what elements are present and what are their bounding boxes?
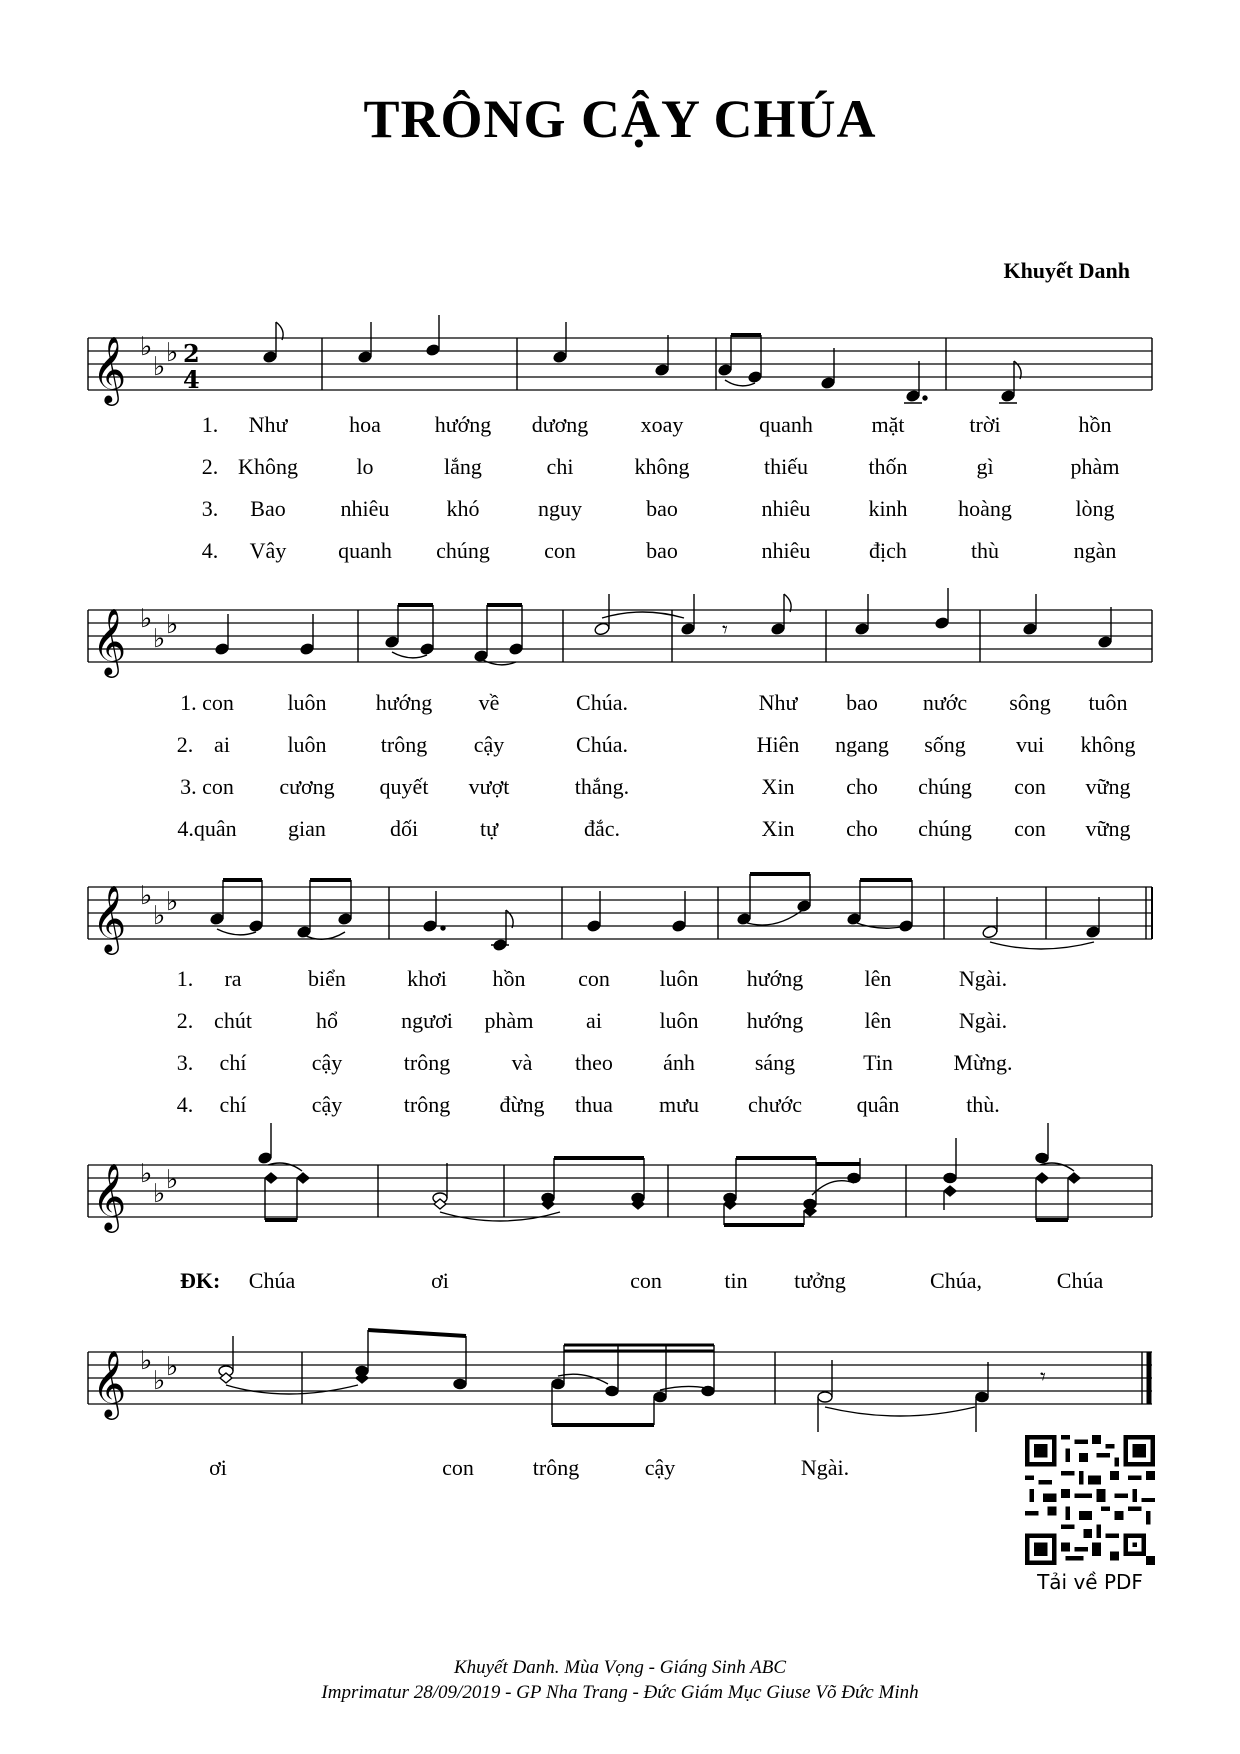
notes-system-4: [258, 1123, 1080, 1225]
svg-text:♭: ♭: [140, 332, 153, 362]
lyrics-refrain-2: ơi con trông cậy Ngài.: [209, 1455, 850, 1480]
svg-text:♭: ♭: [166, 887, 179, 917]
lyrics-s1-v3: 3. Bao nhiêu khó nguy bao nhiêu kinh hoàng lòng: [201, 496, 1115, 521]
svg-text:♭: ♭: [153, 1179, 166, 1209]
key-signature-flats: [140, 1159, 178, 1209]
svg-text:♭: ♭: [153, 624, 166, 654]
staff-system-3: [0, 868, 1240, 958]
svg-text:♭: ♭: [166, 338, 179, 368]
svg-text:♭: ♭: [166, 1165, 179, 1195]
treble-clef-icon: 𝄞: [92, 607, 127, 675]
key-signature-flats: [140, 332, 178, 382]
svg-text:♭: ♭: [153, 352, 166, 382]
footer-line-1: Khuyết Danh. Mùa Vọng - Giáng Sinh ABC: [453, 1657, 787, 1678]
key-signature-flats: [140, 881, 178, 931]
time-signature: [183, 339, 200, 394]
lyrics-s3-v3: 3. chí cậy trông và theo ánh sáng Tin Mừng.: [176, 1050, 1013, 1075]
key-signature-flats: [140, 604, 178, 654]
lyrics-s2-v2: 2. ai luôn trông cậy Chúa. Hiên ngang sống vui không: [176, 732, 1136, 757]
key-signature-flats: [140, 1346, 178, 1396]
lyrics-s2-v3: 3. con cương quyết vượt thắng. Xin cho chúng con vững: [180, 774, 1131, 799]
lyrics-refrain-1: ĐK: Chúa ơi con tin tưởng Chúa, Chúa: [180, 1268, 1104, 1293]
svg-text:♭: ♭: [140, 604, 153, 634]
notes-system-2: [215, 588, 1112, 665]
lyrics-s1-v1: 1. Như hoa hướng dương xoay quanh mặt trời hồn: [201, 412, 1112, 437]
svg-text:♭: ♭: [166, 1352, 179, 1382]
svg-text:4: 4: [183, 365, 200, 394]
svg-text:♭: ♭: [140, 1159, 153, 1189]
svg-text:2: 2: [183, 339, 200, 368]
treble-clef-icon: 𝄞: [92, 1162, 127, 1230]
svg-text:♭: ♭: [153, 1366, 166, 1396]
qr-code-icon[interactable]: [1025, 1435, 1155, 1565]
svg-text:𝄾: 𝄾: [722, 618, 728, 643]
lyrics-s3-v1: 1. ra biển khơi hồn con luôn hướng lên Ngài.: [176, 966, 1008, 991]
treble-clef-icon: 𝄞: [92, 1349, 127, 1417]
lyrics-s1-v4: 4. Vây quanh chúng con bao nhiêu địch thù ngàn: [201, 538, 1117, 563]
lyrics-s3-v4: 4. chí cậy trông đừng thua mưu chước quân thù.: [176, 1092, 1000, 1117]
footer: [0, 1655, 1240, 1705]
svg-text:𝄾: 𝄾: [1040, 1365, 1046, 1390]
staff-system-4: [0, 1130, 1240, 1240]
staff-system-1: [0, 320, 1240, 410]
svg-text:♭: ♭: [140, 881, 153, 911]
lyrics-s3-v2: 2. chút hổ ngươi phàm ai luôn hướng lên Ngài.: [176, 1008, 1008, 1033]
composer: Khuyết Danh: [1003, 258, 1130, 283]
download-pdf-label[interactable]: Tải về PDF: [1037, 1570, 1143, 1594]
notes-system-5: [219, 1330, 1046, 1432]
treble-clef-icon: 𝄞: [92, 335, 127, 403]
lyrics-s2-v1: 1. con luôn hướng về Chúa. Như bao nước sông tuôn: [180, 690, 1128, 715]
treble-clef-icon: 𝄞: [92, 884, 127, 952]
svg-text:♭: ♭: [166, 610, 179, 640]
svg-text:♭: ♭: [153, 901, 166, 931]
song-title: TRÔNG CẬY CHÚA: [363, 89, 877, 149]
staff-system-5: [0, 1315, 1240, 1430]
staff-system-2: [0, 590, 1240, 680]
lyrics-s1-v2: 2. Không lo lắng chi không thiếu thốn gì phàm: [201, 454, 1120, 479]
footer-line-2: Imprimatur 28/09/2019 - GP Nha Trang - Đức Giám Mục Giuse Võ Đức Minh: [321, 1682, 919, 1703]
lyrics-s2-v4: 4.quân gian dối tự đắc. Xin cho chúng con vững: [177, 816, 1131, 841]
svg-text:♭: ♭: [140, 1346, 153, 1376]
